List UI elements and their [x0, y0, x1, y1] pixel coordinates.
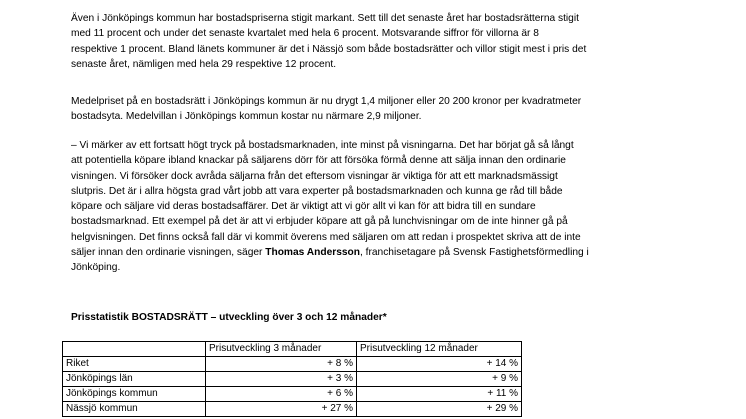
table-row — [63, 357, 522, 372]
quote-text-end: , franchisetagare på Svensk Fastighetsförmedling i Jönköping. — [71, 247, 589, 274]
table-cell-region: Riket — [63, 357, 206, 372]
table-cell-3m: + 3 % — [206, 372, 357, 387]
price-stats-table — [62, 341, 522, 417]
table-row — [63, 402, 522, 417]
table-cell-region: Jönköpings län — [63, 372, 206, 387]
table-cell-12m: + 9 % — [357, 372, 522, 387]
paragraph-price-increase: Även i Jönköpings kommun har bostadspriserna stigit markant. Sett till det senaste året har bostadsrätterna stigit med 11 procent och under det senaste kvartalet med hela 6 procent. Motsvarande siffror för villorna är 8 respektive 1 procent. Bland länets kommuner är det i Nässjö som både bostadsrätter och villor stigit mest i pris det senaste året, nämligen med hela 29 respektive 12 procent. — [71, 13, 587, 70]
table-heading: Prisstatistik BOSTADSRÄTT – utveckling över 3 och 12 månader* — [71, 312, 387, 323]
table-row — [63, 387, 522, 402]
table-cell-3m: + 27 % — [206, 402, 357, 417]
paragraph-quote — [71, 138, 691, 276]
table-cell-12m: + 14 % — [357, 357, 522, 372]
table-cell-3m: + 6 % — [206, 387, 357, 402]
table-row — [63, 372, 522, 387]
quote-text: – Vi märker av ett fortsatt högt tryck på bostadsmarknaden, inte minst på visningarna. Det har börjat gå så långt att potentiella köpare ibland knackar på säljarens dörr för att försöka förmå denne att sälja innan den ordinarie visningen. Vi försöker dock avråda säljarna från det eftersom visningar är viktiga för att ett marknadsmässigt slutpris. Det är i allra högsta grad vårt jobb att vara experter på bostadsmarknaden och kunna ge råd till både köpare och säljare vid deras bostadsaffärer. Det är viktigt att vi gör allt vi kan för att bidra till en sundare bostadsmarknad. Ett exempel på det är att vi erbjuder köpare att gå på lunchvisningar om de inte hinner gå på helgvisningen. Det finns också fall där vi kommit överens med säljaren om att redan i prospektet skriva att de inte säljer innan den ordinarie visningen, säger — [71, 140, 581, 259]
table-header-cell — [63, 342, 206, 357]
table-cell-12m: + 11 % — [357, 387, 522, 402]
table-cell-region: Jönköpings kommun — [63, 387, 206, 402]
table-header-cell: Prisutveckling 3 månader — [206, 342, 357, 357]
table-header-cell: Prisutveckling 12 månader — [357, 342, 522, 357]
quote-speaker-name: Thomas Andersson — [265, 247, 360, 259]
paragraph-average-price: Medelpriset på en bostadsrätt i Jönköpings kommun är nu drygt 1,4 miljoner eller 20 200 kronor per kvadratmeter bostadsyta. Medelvillan i Jönköpings kommun kostar nu närmare 2,9 miljoner. — [71, 96, 582, 123]
table-cell-3m: + 8 % — [206, 357, 357, 372]
table-cell-12m: + 29 % — [357, 402, 522, 417]
table-cell-region: Nässjö kommun — [63, 402, 206, 417]
table-header-row — [63, 342, 522, 357]
